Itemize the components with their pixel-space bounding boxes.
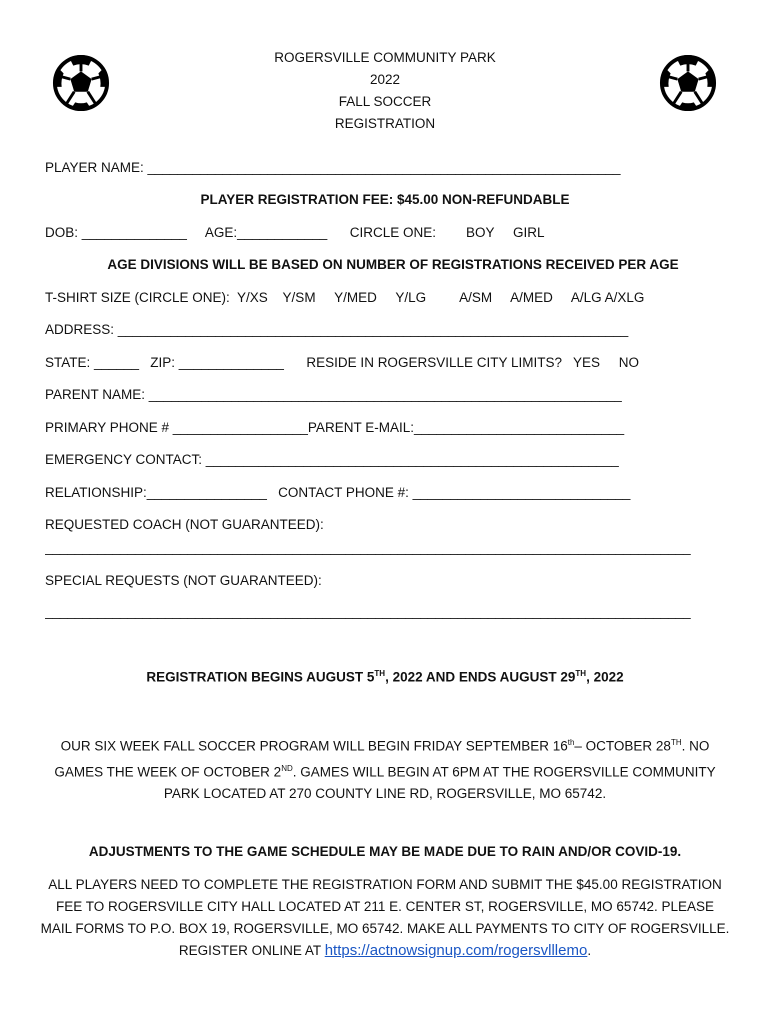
- header-line-2: 2022: [369, 72, 401, 87]
- program-sup-b: TH: [670, 738, 682, 747]
- registration-dates-sup1: TH: [374, 669, 386, 678]
- player-name-field[interactable]: PLAYER NAME: _______________________________________________________________: [45, 160, 621, 175]
- registration-fee: PLAYER REGISTRATION FEE: $45.00 NON-REFUNDABLE: [200, 192, 570, 207]
- requested-coach-field[interactable]: ______________________________________________________________________________________: [45, 540, 691, 555]
- schedule-adjustments-note: ADJUSTMENTS TO THE GAME SCHEDULE MAY BE MADE DUE TO RAIN AND/OR COVID-19.: [88, 844, 682, 859]
- registration-dates: [0, 669, 770, 685]
- instructions-text: ALL PLAYERS NEED TO COMPLETE THE REGISTRATION FORM AND SUBMIT THE $45.00 REGISTRATION FEE TO ROGERSVILLE CITY HALL LOCATED AT 211 E. CENTER ST, ROGERSVILLE, MO 65742. PLEASE MAIL FORMS TO P.O. BOX 19, ROGERSVILLE, MO 65742. MAKE ALL PAYMENTS TO CITY OF ROGERSVILLE. REGISTER ONLINE AT: [40, 877, 730, 958]
- program-sup-c: ND: [281, 763, 293, 773]
- emergency-contact-field[interactable]: EMERGENCY CONTACT: _______________________________________________________: [45, 452, 619, 467]
- registration-dates-part3: , 2022: [586, 669, 624, 685]
- relationship-phone-field[interactable]: RELATIONSHIP:________________ CONTACT PHONE #: _____________________________: [45, 485, 631, 500]
- registration-link[interactable]: https://actnowsignup.com/rogersvlllemo: [324, 942, 588, 959]
- program-text-a: OUR SIX WEEK FALL SOCCER PROGRAM WILL BEGIN FRIDAY SEPTEMBER 16: [60, 738, 568, 754]
- state-zip-field[interactable]: STATE: ______ ZIP: ______________ RESIDE IN ROGERSVILLE CITY LIMITS? YES NO: [45, 355, 640, 370]
- address-field[interactable]: ADDRESS: ____________________________________________________________________: [45, 322, 629, 337]
- header-line-1: ROGERSVILLE COMMUNITY PARK: [274, 50, 496, 65]
- requested-coach-label: REQUESTED COACH (NOT GUARANTEED):: [45, 517, 324, 532]
- program-text-c: . NO GAMES THE WEEK OF OCTOBER 2: [54, 738, 710, 779]
- phone-email-field[interactable]: PRIMARY PHONE # __________________PARENT E-MAIL:____________________________: [45, 420, 625, 435]
- submission-instructions: [40, 874, 730, 962]
- parent-name-field[interactable]: PARENT NAME: _______________________________________________________________: [45, 387, 622, 402]
- instructions-end: .: [587, 943, 592, 958]
- dob-age-gender-field[interactable]: DOB: ______________ AGE:____________ CIRCLE ONE: BOY GIRL: [45, 225, 545, 240]
- special-requests-field[interactable]: ______________________________________________________________________________________: [45, 604, 691, 619]
- tshirt-size-field[interactable]: T-SHIRT SIZE (CIRCLE ONE): Y/XS Y/SM Y/MED Y/LG A/SM A/MED A/LG A/XLG: [45, 290, 645, 305]
- age-divisions-note: AGE DIVISIONS WILL BE BASED ON NUMBER OF REGISTRATIONS RECEIVED PER AGE: [107, 257, 679, 272]
- program-description: [40, 732, 730, 805]
- header-line-4: REGISTRATION: [334, 116, 436, 131]
- registration-dates-part1: REGISTRATION BEGINS AUGUST 5: [146, 669, 375, 685]
- header-line-3: FALL SOCCER: [338, 94, 432, 109]
- header-title: [0, 47, 770, 135]
- program-sup-a: th: [567, 738, 575, 747]
- program-text-b: – OCTOBER 28: [574, 738, 671, 754]
- special-requests-label: SPECIAL REQUESTS (NOT GUARANTEED):: [45, 573, 322, 588]
- program-text-d: . GAMES WILL BEGIN AT 6PM AT THE ROGERSVILLE COMMUNITY PARK LOCATED AT 270 COUNTY LINE RD, ROGERSVILLE, MO 65742.: [163, 764, 716, 801]
- registration-dates-part2: , 2022 AND ENDS AUGUST 29: [385, 669, 576, 685]
- registration-dates-sup2: TH: [575, 669, 587, 678]
